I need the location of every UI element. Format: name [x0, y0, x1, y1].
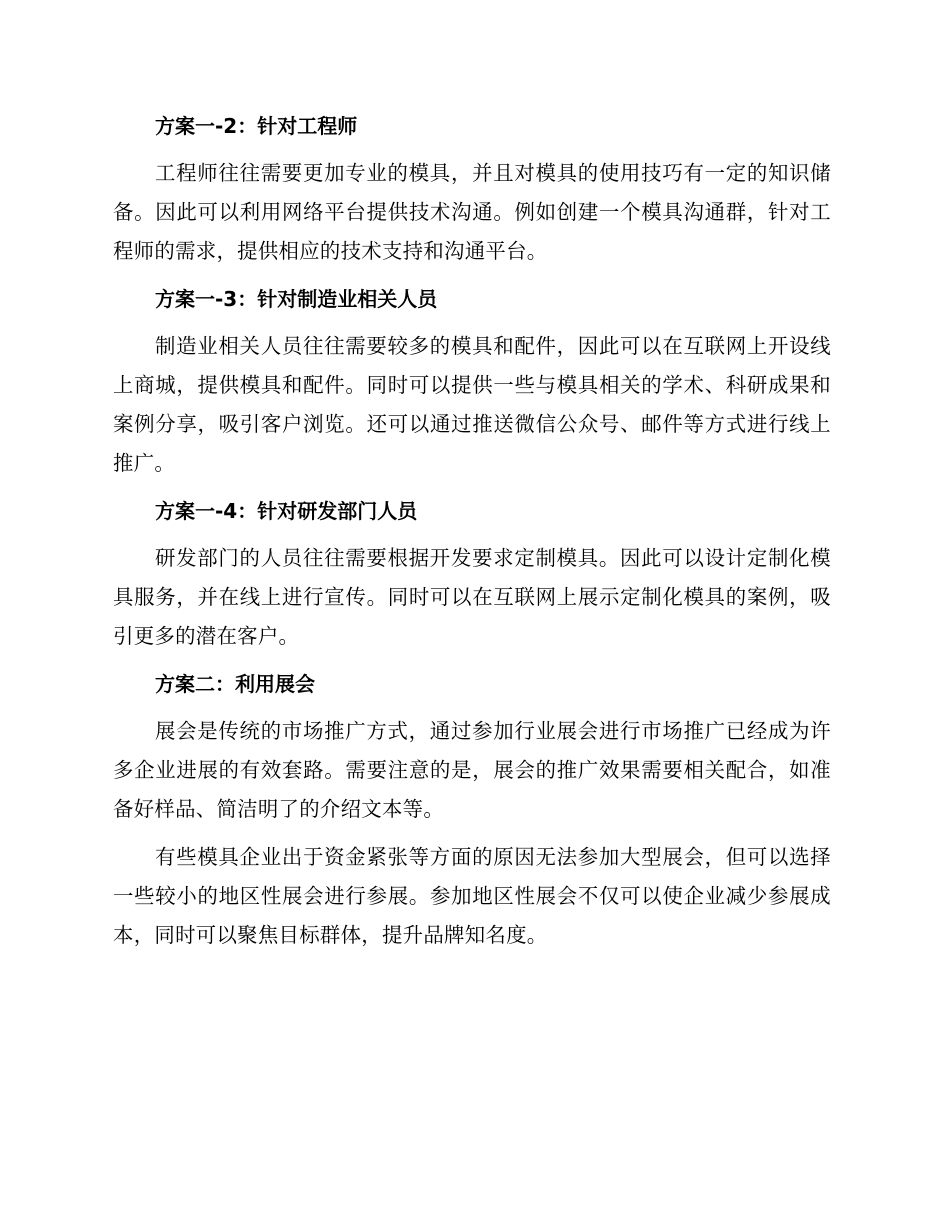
- section-rnd-staff: [113, 492, 831, 656]
- section-heading: 方案二：利用展会: [155, 672, 315, 696]
- section-heading: 方案一-2：针对工程师: [155, 114, 358, 138]
- document-page: [113, 107, 831, 964]
- section-engineers: [113, 107, 831, 271]
- section-exhibitions: [113, 665, 831, 955]
- body-paragraph: 制造业相关人员往往需要较多的模具和配件，因此可以在互联网上开设线上商城，提供模具和配件。同时可以提供一些与模具相关的学术、科研成果和案例分享，吸引客户浏览。还可以通过推送微信公众号、邮件等方式进行线上推广。: [113, 334, 831, 475]
- body-paragraph: 研发部门的人员往往需要根据开发要求定制模具。因此可以设计定制化模具服务，并在线上进行宣传。同时可以在互联网上展示定制化模具的案例，吸引更多的潜在客户。: [113, 546, 831, 648]
- section-heading: 方案一-3：针对制造业相关人员: [155, 287, 438, 311]
- section-manufacturing-staff: [113, 280, 831, 483]
- section-heading: 方案一-4：针对研发部门人员: [155, 499, 418, 523]
- body-paragraph: 展会是传统的市场推广方式，通过参加行业展会进行市场推广已经成为许多企业进展的有效套路。需要注意的是，展会的推广效果需要相关配合，如准备好样品、简洁明了的介绍文本等。: [113, 719, 831, 821]
- body-paragraph: 有些模具企业出于资金紧张等方面的原因无法参加大型展会，但可以选择一些较小的地区性展会进行参展。参加地区性展会不仅可以使企业减少参展成本，同时可以聚焦目标群体，提升品牌知名度。: [113, 845, 831, 947]
- body-paragraph: 工程师往往需要更加专业的模具，并且对模具的使用技巧有一定的知识储备。因此可以利用网络平台提供技术沟通。例如创建一个模具沟通群，针对工程师的需求，提供相应的技术支持和沟通平台。: [113, 161, 831, 263]
